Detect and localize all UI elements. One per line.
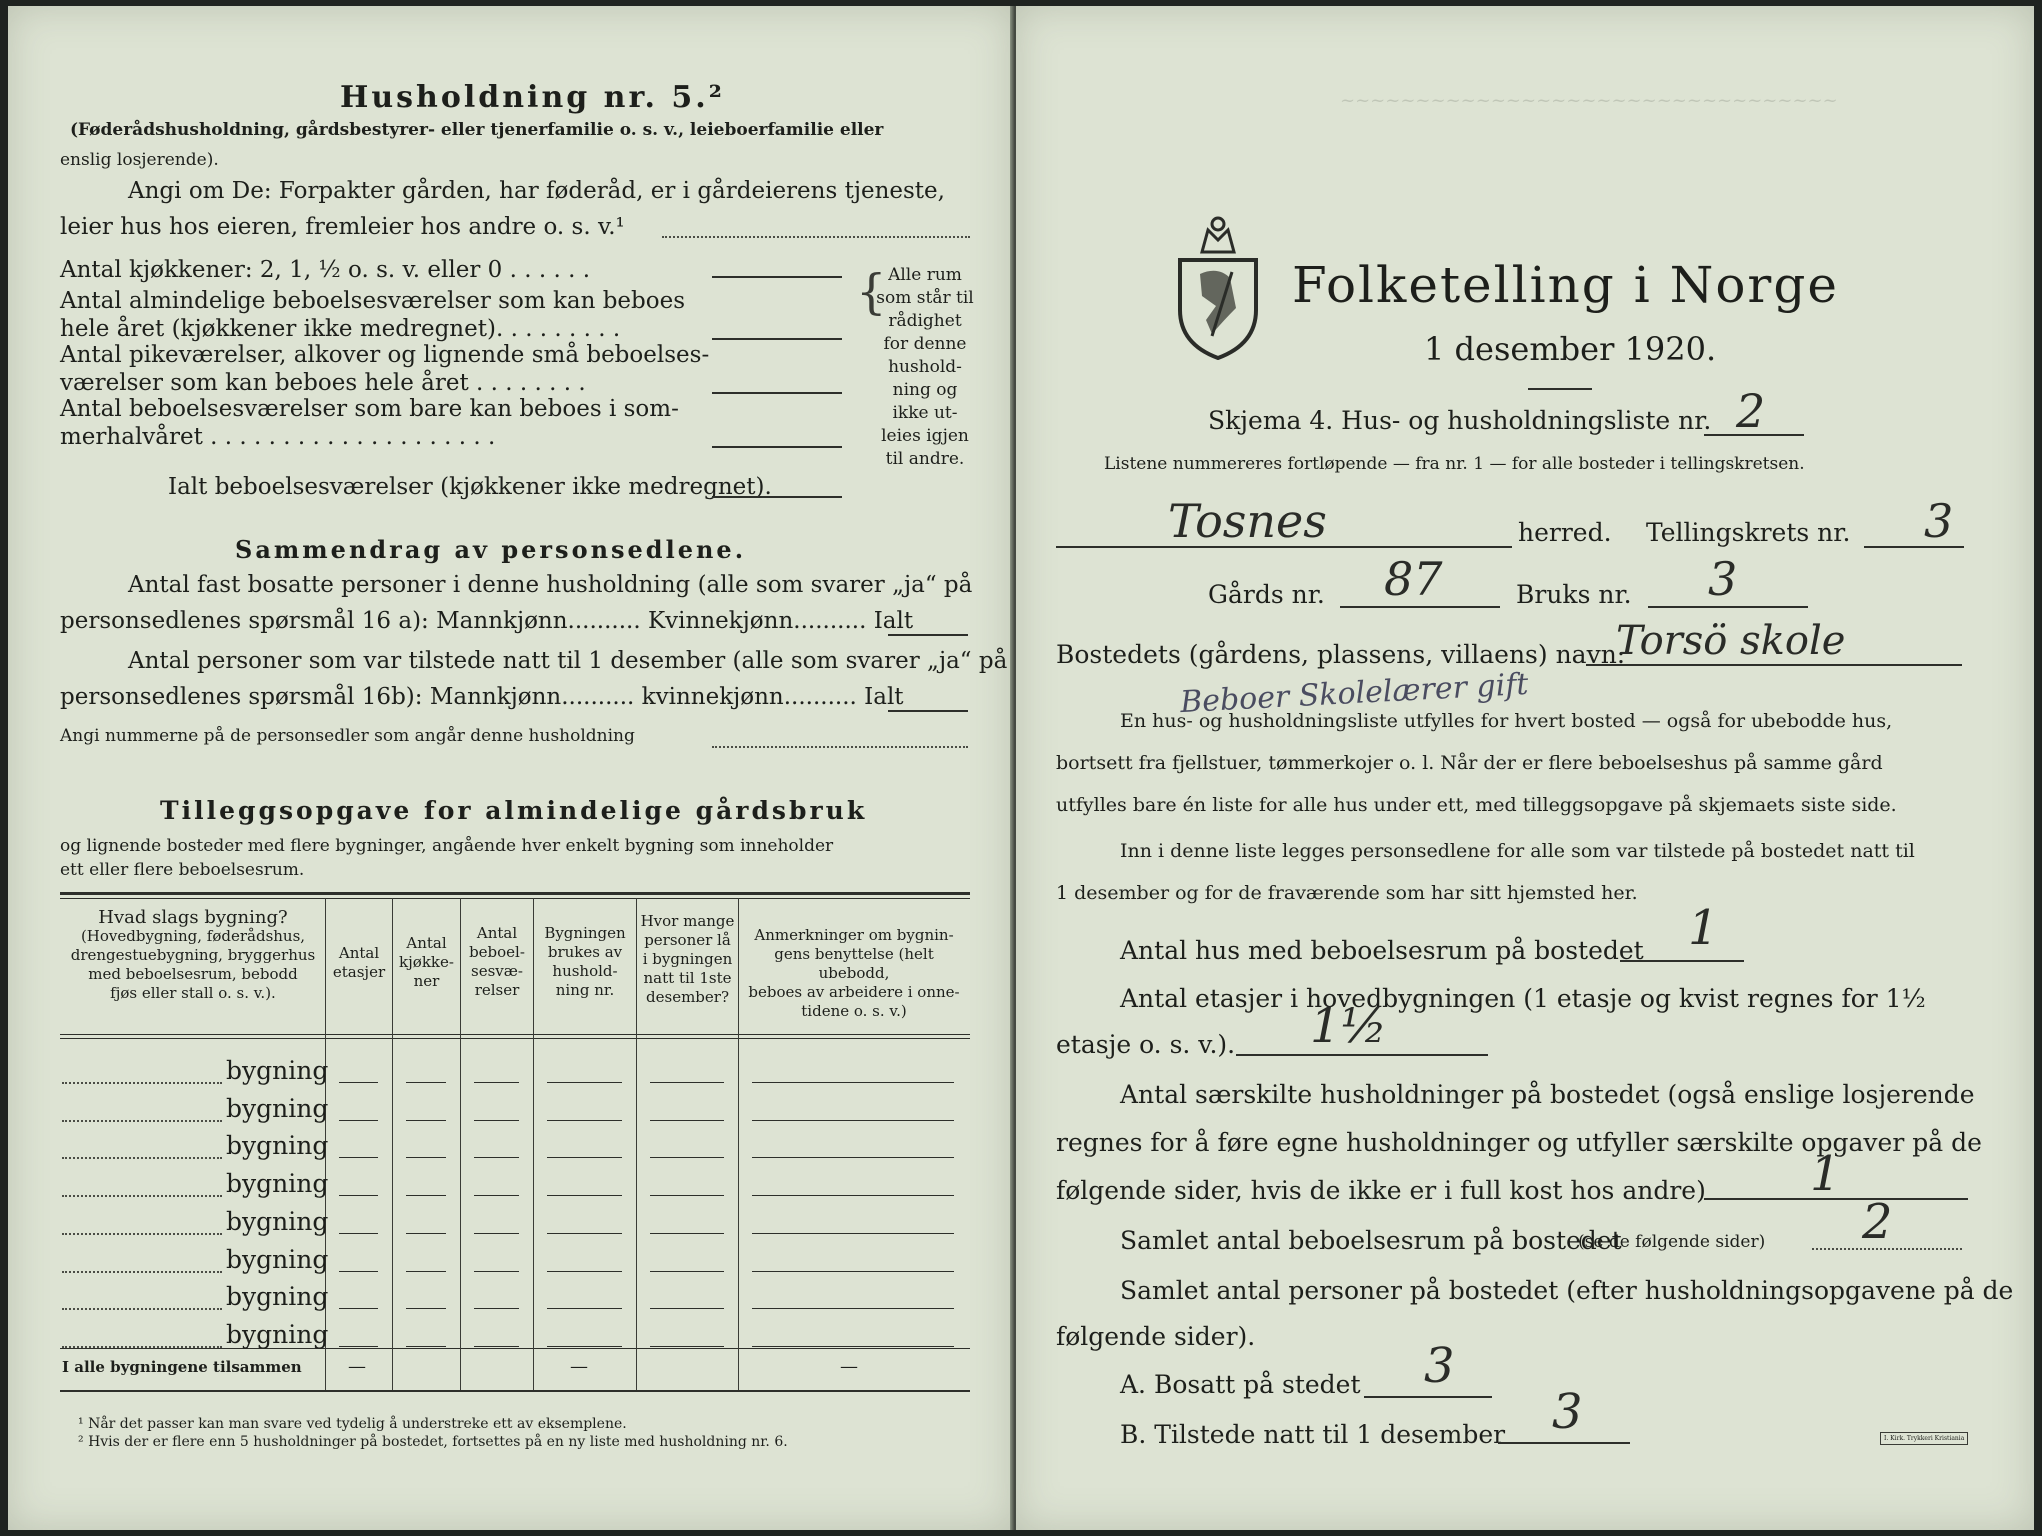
building-cell-field	[474, 1346, 519, 1347]
houses-value: 1	[1688, 900, 1719, 956]
rooms-total: Ialt beboelsesværelser (kjøkkener ikke medregnet).	[168, 474, 772, 500]
floors-value: 1½	[1310, 998, 1388, 1054]
census-title: Folketelling i Norge	[1292, 256, 1839, 314]
question-line-2: leier hus hos eieren, fremleier hos andre o. s. v.¹	[60, 214, 625, 240]
summer-rooms-field	[712, 446, 842, 448]
rooms-total-field	[712, 496, 842, 498]
resident-value: 3	[1424, 1338, 1455, 1394]
building-cell-field	[752, 1120, 954, 1121]
building-row-label: bygning	[226, 1169, 329, 1199]
bruks-field	[1648, 606, 1808, 608]
list-numbering-note: Listene nummereres fortløpende — fra nr. 1 — for alle bosteder i tellingskretsen.	[1104, 454, 1805, 474]
households-question-2: regnes for å føre egne husholdninger og utfyller særskilte opgaver på de	[1056, 1128, 1982, 1157]
supplement-intro-2: ett eller flere beboelsesrum.	[60, 860, 305, 880]
building-cell-field	[339, 1082, 378, 1083]
schema-label: Skjema 4. Hus- og husholdningsliste nr.	[1208, 406, 1712, 435]
instruction-3: utfylles bare én liste for alle hus under ett, med tilleggsopgave på skjemaets siste side.	[1056, 794, 1897, 816]
building-type-field	[62, 1271, 222, 1273]
total-dash-floors: —	[348, 1356, 366, 1377]
household-title: Husholdning nr. 5.²	[340, 80, 725, 115]
persons-question-2: følgende sider).	[1056, 1322, 1256, 1351]
building-row-label: bygning	[226, 1056, 329, 1085]
building-cell-field	[650, 1233, 724, 1234]
building-row-label: bygning	[226, 1131, 329, 1161]
header-building-type: Hvad slags bygning? (Hovedbygning, føderådshus, drengestuebygning, bryggerhus med beboelsesrum, bebodd fjøs eller stall o. s. v.).	[70, 907, 316, 1002]
building-cell-field	[474, 1157, 519, 1158]
printer-stamp: I. Kirk. Trykkeri Kristiania	[1880, 1432, 1968, 1445]
gards-field	[1340, 606, 1500, 608]
rooms-total-question: Samlet antal beboelsesrum på bostedet	[1120, 1226, 1622, 1255]
summary-line-4: personsedlenes spørsmål 16b): Mannkjønn.......... kvinnekjønn.......... Ialt	[60, 684, 904, 710]
instruction-1: En hus- og husholdningsliste utfylles for hvert bosted — også for ubebodde hus,	[1120, 710, 1893, 732]
occupant-note: Beboer Skolelærer gift	[1179, 666, 1530, 721]
total-dash-household: —	[570, 1356, 588, 1377]
schema-value: 2	[1736, 384, 1766, 438]
building-row-label: bygning	[226, 1319, 329, 1349]
rooms-kitchens: Antal kjøkkener: 2, 1, ½ o. s. v. eller 0 . . . . . .	[60, 257, 591, 283]
header-persons: Hvor mange personer lå i bygningen natt til 1ste desember?	[640, 912, 735, 1006]
intro-line-2: enslig losjerende).	[60, 150, 219, 170]
header-remarks: Anmerkninger om bygnin- gens benyttelse (helt ubebodd, beboes av arbeidere i onne- tidene o. s. v.)	[748, 926, 960, 1020]
building-cell-field	[752, 1082, 954, 1083]
persons-question-1: Samlet antal personer på bostedet (efter husholdningsopgavene på de	[1120, 1276, 2014, 1305]
resident-field	[1364, 1396, 1492, 1398]
present-value: 3	[1552, 1384, 1583, 1440]
instruction-2: bortsett fra fjellstuer, tømmerkojer o. l. Når der er flere beboelseshus på samme gård	[1056, 752, 1883, 774]
building-type-field	[62, 1082, 222, 1084]
bleed-through-text: ~~~~~~~~~~~~~~~~~~~~~~~~~~~~~~~~~	[1340, 90, 1838, 111]
bosted-field	[1586, 664, 1962, 666]
building-cell-field	[752, 1157, 954, 1158]
building-cell-field	[547, 1157, 622, 1158]
rooms-ordinary-2: hele året (kjøkkener ikke medregnet). . . . . . . . .	[60, 316, 621, 342]
rooms-total-note: (se de følgende sider)	[1578, 1232, 1766, 1252]
footnote-1: ¹ Når det passer kan man svare ved tydelig å understreke ett av eksemplene.	[78, 1416, 627, 1432]
building-type-field	[62, 1233, 222, 1235]
households-question-3: følgende sider, hvis de ikke er i full kost hos andre)	[1056, 1176, 1706, 1205]
building-cell-field	[752, 1346, 954, 1347]
rooms-note: Alle rum som står til rådighet for denne hushold- ning og ikke ut- leies igjen til andre.	[876, 265, 974, 469]
building-row-label: bygning	[226, 1282, 329, 1312]
building-cell-field	[339, 1308, 378, 1309]
bruks-label: Bruks nr.	[1516, 580, 1632, 609]
building-cell-field	[547, 1271, 622, 1272]
building-cell-field	[752, 1271, 954, 1272]
bosted-label: Bostedets (gårdens, plassens, villaens) navn:	[1056, 640, 1626, 669]
building-cell-field	[547, 1233, 622, 1234]
floors-field	[1236, 1054, 1488, 1056]
floors-question-2: etasje o. s. v.).	[1056, 1030, 1236, 1059]
building-row-label: bygning	[226, 1206, 329, 1236]
building-cell-field	[650, 1271, 724, 1272]
building-type-field	[62, 1308, 222, 1310]
gards-value: 87	[1384, 552, 1443, 606]
question-line-1: Angi om De: Forpakter gården, har føderåd, er i gårdeierens tjeneste,	[128, 178, 945, 204]
resident-total-field	[888, 634, 968, 636]
header-kitchens: Antal kjøkke- ner	[399, 934, 454, 990]
building-cell-field	[406, 1346, 446, 1347]
summary-line-3: Antal personer som var tilstede natt til 1 desember (alle som svarer „ja“ på	[128, 648, 1008, 674]
floors-question-1: Antal etasjer i hovedbygningen (1 etasje og kvist regnes for 1½	[1120, 984, 1926, 1013]
building-cell-field	[406, 1157, 446, 1158]
rooms-small-2: værelser som kan beboes hele året . . . . . . . .	[60, 370, 586, 396]
census-date: 1 desember 1920.	[1424, 330, 1717, 368]
building-cell-field	[474, 1271, 519, 1272]
building-cell-field	[752, 1233, 954, 1234]
building-cell-field	[547, 1346, 622, 1347]
summary-line-2: personsedlenes spørsmål 16 a): Mannkjønn.......... Kvinnekjønn.......... Ialt	[60, 608, 914, 634]
building-cell-field	[547, 1082, 622, 1083]
norwegian-coat-of-arms-icon	[1172, 212, 1264, 360]
brace: {	[856, 264, 887, 320]
building-cell-field	[650, 1195, 724, 1196]
rooms-summer-1: Antal beboelsesværelser som bare kan beboes i som-	[60, 396, 679, 422]
herred-field	[1056, 546, 1512, 548]
present-label: B. Tilstede natt til 1 desember	[1120, 1420, 1506, 1449]
building-cell-field	[474, 1233, 519, 1234]
building-row-label: bygning	[226, 1093, 329, 1123]
present-total-field	[888, 710, 968, 712]
building-cell-field	[406, 1271, 446, 1272]
herred-value: Tosnes	[1168, 494, 1327, 548]
instruction-4: Inn i denne liste legges personsedlene for alle som var tilstede på bostedet natt til	[1120, 840, 1915, 862]
rooms-summer-2: merhalvåret . . . . . . . . . . . . . . . . . . . .	[60, 424, 496, 450]
building-cell-field	[406, 1195, 446, 1196]
header-floors: Antal etasjer	[332, 944, 386, 981]
footnote-2: ² Hvis der er flere enn 5 husholdninger på bostedet, fortsettes på en ny liste med husholdning nr. 6.	[78, 1434, 788, 1450]
building-cell-field	[650, 1308, 724, 1309]
present-field	[1498, 1442, 1630, 1444]
building-cell-field	[650, 1346, 724, 1347]
building-cell-field	[406, 1120, 446, 1121]
households-question-1: Antal særskilte husholdninger på bostedet (også enslige losjerende	[1120, 1080, 1975, 1109]
building-cell-field	[474, 1120, 519, 1121]
houses-field	[1620, 960, 1744, 962]
summary-line-5: Angi nummerne på de personsedler som angår denne husholdning	[60, 726, 635, 746]
building-cell-field	[650, 1120, 724, 1121]
header-rooms: Antal beboel- sesvæ- relser	[469, 924, 525, 999]
building-cell-field	[650, 1157, 724, 1158]
small-rooms-field	[712, 392, 842, 394]
supplement-title: Tilleggsopgave for almindelige gårdsbruk	[160, 796, 868, 825]
building-row-label: bygning	[226, 1244, 329, 1274]
houses-question: Antal hus med beboelsesrum på bostedet	[1120, 936, 1644, 965]
header-household: Bygningen brukes av hushold- ning nr.	[544, 924, 626, 999]
building-cell-field	[339, 1233, 378, 1234]
building-cell-field	[650, 1082, 724, 1083]
building-cell-field	[474, 1082, 519, 1083]
building-type-field	[62, 1195, 222, 1197]
supplement-intro-1: og lignende bosteder med flere bygninger, angående hver enkelt bygning som inneholder	[60, 836, 834, 856]
building-cell-field	[547, 1195, 622, 1196]
building-cell-field	[752, 1195, 954, 1196]
building-cell-field	[547, 1308, 622, 1309]
building-type-field	[62, 1120, 222, 1122]
krets-value: 3	[1924, 494, 1954, 548]
krets-label: Tellingskrets nr.	[1646, 518, 1851, 547]
building-type-field	[62, 1346, 222, 1348]
intro-line-1: (Føderådshusholdning, gårdsbestyrer- eller tjenerfamilie o. s. v., leieboerfamilie eller	[70, 120, 884, 140]
summary-line-1: Antal fast bosatte personer i denne husholdning (alle som svarer „ja“ på	[128, 572, 973, 598]
bosted-value: Torsö skole	[1616, 618, 1846, 664]
households-value: 1	[1810, 1146, 1841, 1202]
building-cell-field	[474, 1195, 519, 1196]
bruks-value: 3	[1708, 552, 1738, 606]
building-type-field	[62, 1157, 222, 1159]
building-cell-field	[339, 1157, 378, 1158]
total-dash-remarks: —	[840, 1356, 858, 1377]
building-cell-field	[339, 1271, 378, 1272]
building-cell-field	[752, 1308, 954, 1309]
gards-label: Gårds nr.	[1208, 580, 1325, 609]
building-cell-field	[339, 1120, 378, 1121]
instruction-5: 1 desember og for de fraværende som har sitt hjemsted her.	[1056, 882, 1638, 904]
kitchens-field	[712, 276, 842, 278]
building-cell-field	[339, 1346, 378, 1347]
building-cell-field	[339, 1195, 378, 1196]
building-cell-field	[547, 1120, 622, 1121]
rooms-total-value: 2	[1862, 1194, 1893, 1250]
summary-title: Sammendrag av personsedlene.	[235, 535, 747, 564]
total-row-label: I alle bygningene tilsammen	[62, 1358, 302, 1376]
ordinary-rooms-field	[712, 338, 842, 340]
building-cell-field	[406, 1308, 446, 1309]
herred-label: herred.	[1518, 518, 1612, 547]
building-cell-field	[406, 1233, 446, 1234]
building-cell-field	[406, 1082, 446, 1083]
rooms-ordinary-1: Antal almindelige beboelsesværelser som kan beboes	[60, 288, 686, 314]
resident-label: A. Bosatt på stedet	[1120, 1370, 1361, 1399]
rooms-small-1: Antal pikeværelser, alkover og lignende små beboelses-	[60, 342, 710, 368]
building-cell-field	[474, 1308, 519, 1309]
